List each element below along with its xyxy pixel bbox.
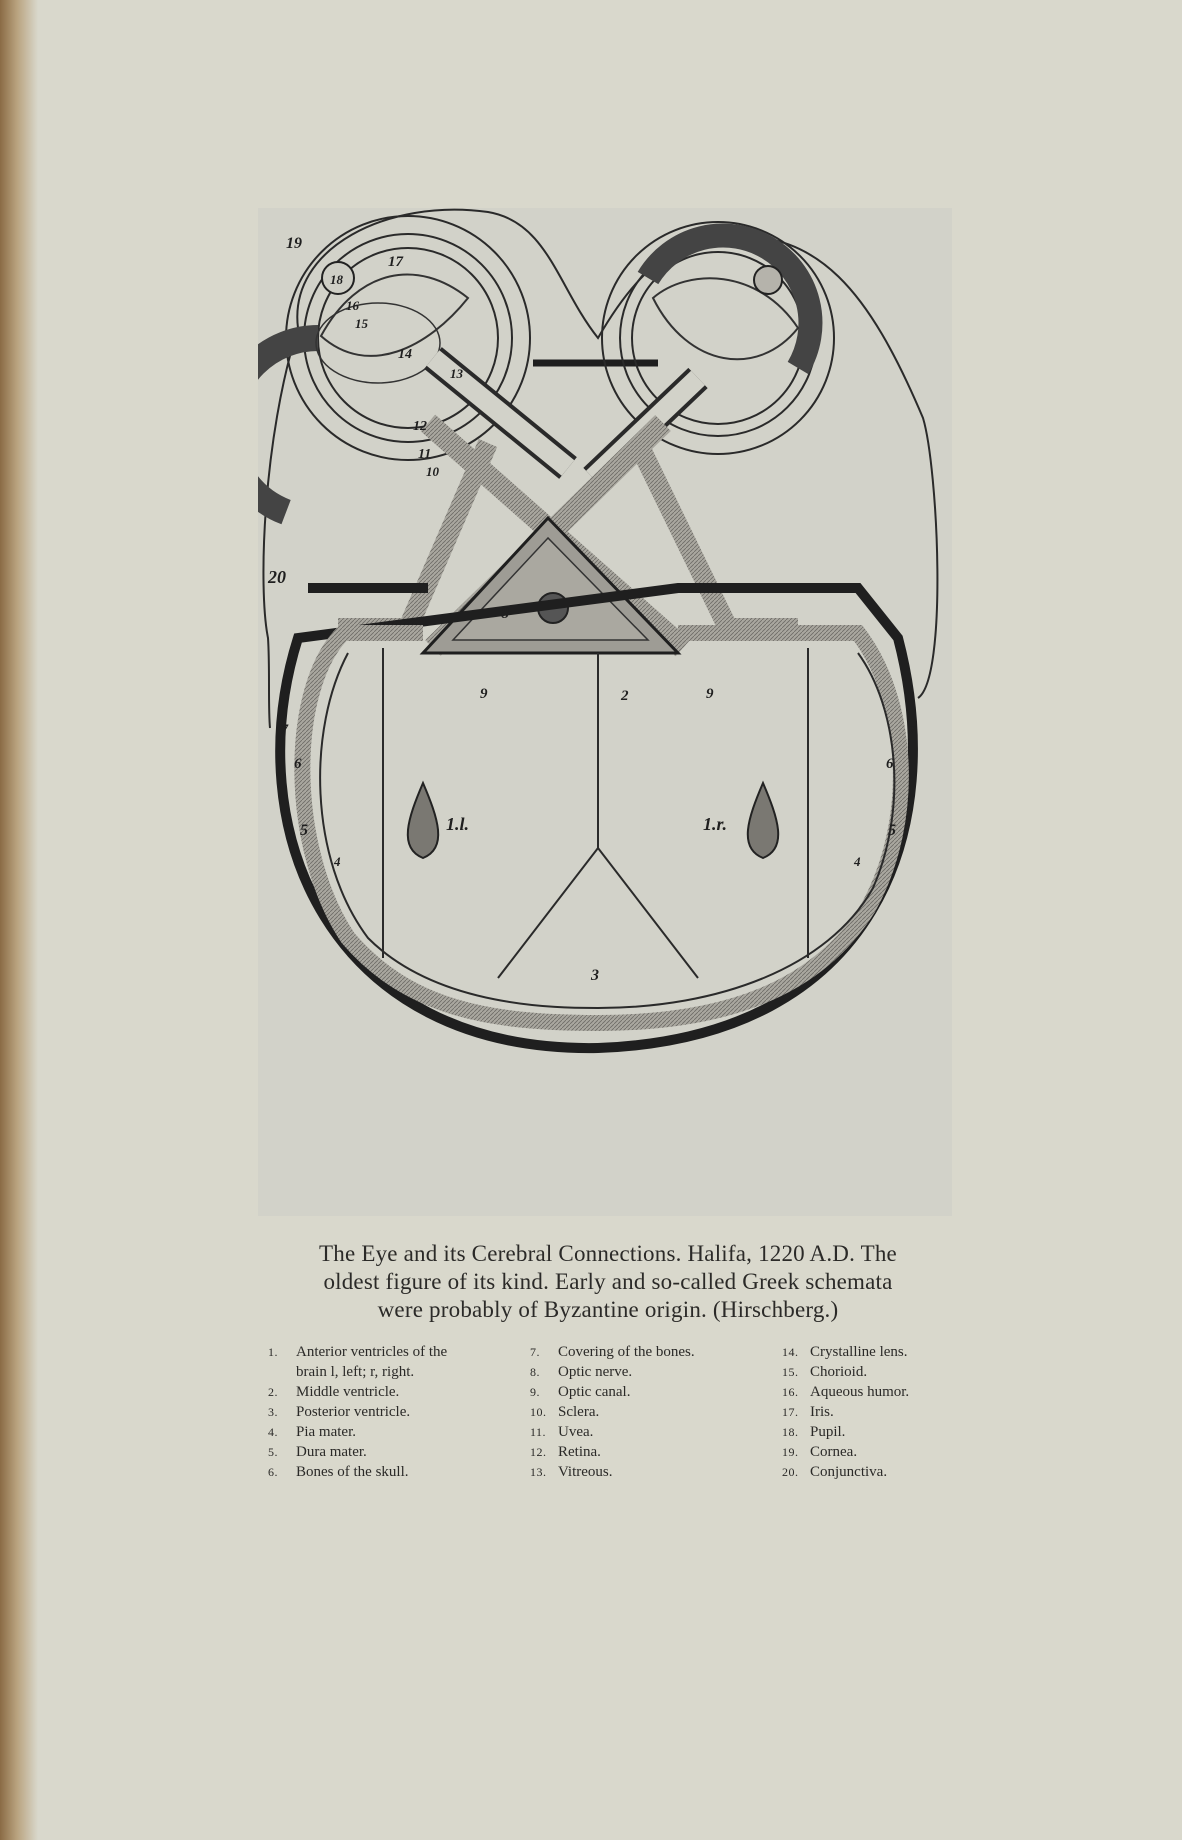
label-1-right: 1.r. <box>703 814 728 834</box>
legend-item: 10. Sclera. <box>530 1404 600 1420</box>
label-7-left: 7 <box>280 722 288 739</box>
legend-item: 4. Pia mater. <box>268 1424 356 1440</box>
posterior-ventricle <box>498 848 698 978</box>
legend-item: 6. Bones of the skull. <box>268 1464 409 1480</box>
legend <box>268 1342 968 1502</box>
label-5-left: 5 <box>300 822 308 839</box>
anterior-ventricle-right <box>748 783 778 858</box>
label-6-right: 6 <box>886 756 894 772</box>
label-9-left: 9 <box>480 686 488 702</box>
legend-item: 11. Uvea. <box>530 1424 594 1440</box>
label-17: 17 <box>388 254 403 270</box>
legend-item: 19. Cornea. <box>782 1444 858 1460</box>
legend-item: 12. Retina. <box>530 1444 601 1460</box>
label-6-left: 6 <box>294 756 302 772</box>
caption-line-3: were probably of Byzantine origin. (Hirschberg.) <box>377 1297 839 1322</box>
caption-line-2: oldest figure of its kind. Early and so-called Greek schemata <box>323 1269 893 1294</box>
legend-item: 13. Vitreous. <box>530 1464 613 1480</box>
legend-item: brain l, left; r, right. <box>296 1364 415 1380</box>
legend-item: 1. Anterior ventricles of the <box>268 1344 448 1360</box>
legend-item: 2. Middle ventricle. <box>268 1384 400 1400</box>
label-14: 14 <box>398 347 412 362</box>
figure-caption <box>258 1240 958 1324</box>
label-4-left: 4 <box>334 854 341 869</box>
left-eye <box>258 216 568 518</box>
label-11: 11 <box>418 447 432 462</box>
label-10: 10 <box>426 464 439 479</box>
legend-item: 18. Pupil. <box>782 1424 846 1440</box>
label-19: 19 <box>286 235 302 252</box>
label-4-right: 4 <box>854 854 861 869</box>
legend-column-2 <box>530 1342 695 1482</box>
legend-item: 8. Optic nerve. <box>530 1364 633 1380</box>
label-15: 15 <box>355 316 368 331</box>
page-binding-edge <box>0 0 38 1840</box>
label-9-right: 9 <box>706 686 714 702</box>
dura-mater <box>302 633 901 1023</box>
legend-column-3 <box>782 1342 909 1482</box>
legend-item: 7. Covering of the bones. <box>530 1344 695 1360</box>
right-eye <box>593 222 834 478</box>
legend-item: 20. Conjunctiva. <box>782 1464 888 1480</box>
legend-item: 15. Chorioid. <box>782 1364 868 1380</box>
label-7-right: 7 <box>908 722 916 739</box>
optic-nerve-right <box>638 443 798 628</box>
legend-item: 9. Optic canal. <box>530 1384 631 1400</box>
label-3: 3 <box>591 967 599 984</box>
anterior-ventricle-left <box>408 783 438 858</box>
label-13: 13 <box>450 366 463 381</box>
legend-item: 3. Posterior ventricle. <box>268 1404 411 1420</box>
legend-item: 5. Dura mater. <box>268 1444 367 1460</box>
label-1-left: 1.l. <box>446 814 470 834</box>
legend-item: 17. Iris. <box>782 1404 834 1420</box>
legend-item: 16. Aqueous humor. <box>782 1384 910 1400</box>
label-16: 16 <box>346 298 359 313</box>
eye-brain-diagram <box>258 208 952 1216</box>
label-8: 8 <box>501 605 509 622</box>
label-5-right: 5 <box>888 822 896 839</box>
label-18: 18 <box>330 272 343 287</box>
diagram-plate <box>258 208 952 1216</box>
label-12: 12 <box>413 419 427 434</box>
legend-item: 14. Crystalline lens. <box>782 1344 908 1360</box>
label-2: 2 <box>621 688 629 704</box>
label-20: 20 <box>268 567 286 587</box>
caption-line-1: The Eye and its Cerebral Connections. Halifa, 1220 A.D. The <box>319 1241 897 1266</box>
legend-column-1 <box>268 1342 447 1482</box>
